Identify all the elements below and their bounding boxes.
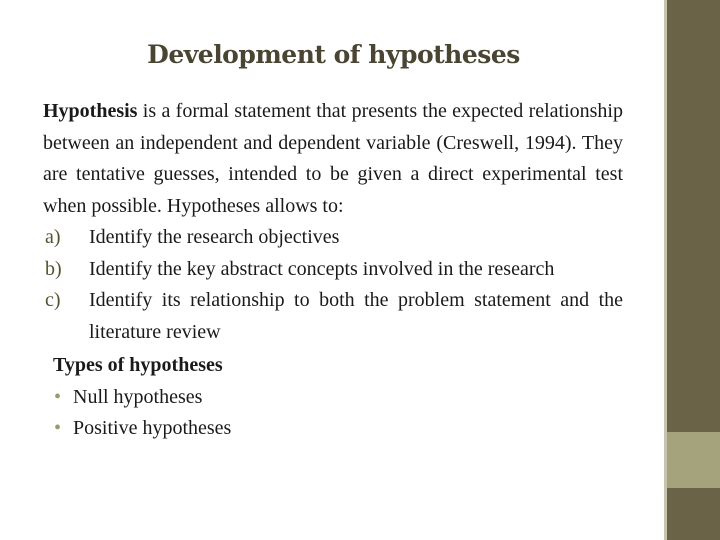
- intro-term: Hypothesis: [43, 100, 138, 122]
- slide-body: [43, 96, 623, 445]
- list-item: [43, 285, 623, 348]
- list-item: [43, 254, 623, 286]
- list-item-text: Identify the research objectives: [89, 226, 340, 248]
- intro-text: is a formal statement that presents the expected relationship between an independent and dependent variable (Creswell, 1994). They are tentative guesses, intended to be given a direct experimental test when possible. Hypotheses allows to:: [43, 100, 623, 217]
- intro-paragraph: [43, 96, 623, 222]
- list-marker: c): [45, 289, 61, 311]
- list-item: [43, 382, 623, 414]
- bullet-icon: •: [54, 417, 62, 439]
- list-item-text: Identify the key abstract concepts involved in the research: [89, 257, 555, 280]
- list-item: [43, 222, 623, 254]
- slide-title: Development of hypotheses: [147, 40, 520, 69]
- types-heading: Types of hypotheses: [53, 354, 223, 376]
- types-list: [43, 382, 623, 445]
- list-marker: a): [45, 226, 61, 248]
- objectives-list: [43, 222, 623, 348]
- list-item-text: Positive hypotheses: [73, 417, 232, 439]
- bullet-icon: •: [54, 385, 62, 408]
- list-item: [43, 413, 623, 445]
- list-item-text: Null hypotheses: [73, 385, 203, 408]
- list-marker: b): [45, 257, 62, 280]
- list-item-text: Identify its relationship to both the problem statement and the literature review: [89, 289, 623, 343]
- decorative-side-accent: [667, 432, 720, 488]
